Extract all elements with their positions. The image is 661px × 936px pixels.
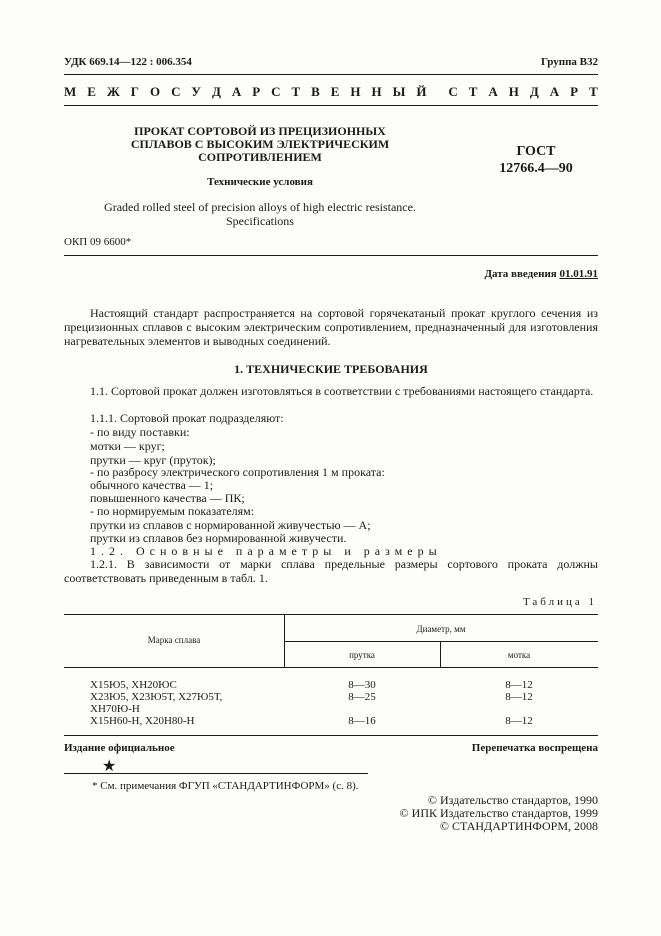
subsection-heading: 1.2. Основные параметры и размеры — [90, 544, 442, 558]
gost-label: ГОСТ — [516, 144, 556, 159]
date-value: 01.01.91 — [559, 268, 598, 280]
table-header-rod: прутка — [349, 650, 375, 660]
banner-letter: Т — [589, 84, 598, 99]
banner-letter: А — [231, 84, 242, 99]
table-cell-rod: 8—16 — [348, 715, 376, 727]
banner-letter: Д — [211, 84, 221, 99]
table-caption: Таблица 1 — [522, 596, 597, 608]
text-line: - по разбросу электрического сопротивления 1 м проката: — [90, 465, 385, 479]
banner-rule — [64, 105, 598, 106]
english-title — [80, 200, 440, 228]
table-header-diameter: Диаметр, мм — [416, 624, 466, 634]
document-title — [100, 125, 420, 164]
footnote: * См. примечания ФГУП «СТАНДАРТИНФОРМ» (с. 8). — [92, 780, 359, 792]
banner-letter: А — [488, 84, 498, 99]
banner-letter: Н — [371, 84, 382, 99]
table-cell-coil: 8—12 — [505, 715, 533, 727]
okp-code: ОКП 09 6600* — [64, 236, 132, 248]
table-cell-coil: 8—12 — [505, 679, 533, 691]
udk-code: УДК 669.14—122 : 006.354 — [64, 56, 192, 68]
text-line: обычного качества — 1; — [90, 478, 214, 492]
paragraph-1-2-1: 1.2.1. В зависимости от марки сплава предельные размеры сортового проката должны соответствовать приведенным в табл. 1. — [64, 557, 598, 585]
header-rule — [64, 74, 598, 75]
table-cell-rod: 8—25 — [348, 691, 376, 703]
text-line: прутки из сплавов с нормированной живучестью — А; — [90, 518, 371, 532]
text-line: - по виду поставки: — [90, 425, 190, 439]
banner-letter: Ж — [106, 84, 120, 99]
banner-letter: С — [448, 84, 458, 99]
banner-letter: Й — [416, 84, 427, 99]
english-title-line: Specifications — [226, 214, 294, 228]
table-header-grade: Марка сплава — [147, 635, 201, 645]
table-cell-rod: 8—30 — [348, 679, 376, 691]
copyright-line: © ИПК Издательство стандартов, 1999 — [399, 806, 598, 820]
standard-banner — [64, 84, 598, 100]
title-rule — [64, 255, 598, 256]
banner-letter: Е — [330, 84, 340, 99]
banner-letter: В — [311, 84, 320, 99]
banner-letter: У — [191, 84, 201, 99]
reprint-notice: Перепечатка воспрещена — [471, 742, 598, 754]
intro-paragraph: Настоящий стандарт распространяется на сортовой горячекатаный прокат круглого сечения из прецизионных сплавов с высоким электрическим сопротивлением, предназначенный для изготовления нагревательных элементов и выводных соединений. — [64, 306, 598, 348]
banner-letter: Р — [252, 84, 261, 99]
table-cell-grade: Х15Н60-Н, Х20Н80-Н — [90, 715, 195, 727]
banner-letter: М — [64, 84, 77, 99]
title-line: СПЛАВОВ С ВЫСОКИМ ЭЛЕКТРИЧЕСКИМ — [130, 137, 390, 151]
text-line: повышенного качества — ПК; — [90, 491, 245, 505]
text-line: 1.1.1. Сортовой прокат подразделяют: — [90, 411, 284, 425]
table-cell-coil: 8—12 — [505, 691, 533, 703]
banner-letter: Т — [468, 84, 478, 99]
banner-letter: Е — [87, 84, 96, 99]
group-code: Группа В32 — [540, 56, 598, 68]
star-icon: ★ — [102, 758, 117, 775]
english-title-line: Graded rolled steel of precision alloys of high electric resistance. — [104, 200, 416, 214]
banner-letter: Т — [291, 84, 301, 99]
text-line: - по нормируемым показателям: — [90, 504, 255, 518]
official-edition: Издание официальное — [64, 742, 175, 754]
footnote-rule — [64, 773, 368, 774]
table-header-coil: мотка — [507, 650, 531, 660]
table-top-rule — [64, 614, 598, 615]
text-line: мотки — круг; — [90, 439, 165, 453]
banner-letter: А — [549, 84, 560, 99]
table-cell-grade: Х23Ю5, Х23Ю5Т, Х27Ю5Т, — [90, 691, 223, 703]
effective-date — [484, 268, 598, 280]
table-cell-grade: Х15Ю5, ХН20ЮС — [90, 679, 177, 691]
table-bottom-rule — [64, 735, 598, 736]
banner-letter: Р — [570, 84, 579, 99]
table-cell-grade: ХН70Ю-Н — [90, 703, 140, 715]
copyright-line: © Издательство стандартов, 1990 — [427, 793, 598, 807]
banner-letter: Н — [350, 84, 361, 99]
gost-number: 12766.4—90 — [499, 161, 573, 176]
section-heading: 1. ТЕХНИЧЕСКИЕ ТРЕБОВАНИЯ — [234, 362, 428, 376]
banner-letter: Г — [130, 84, 139, 99]
banner-letter: Ы — [392, 84, 406, 99]
text-line: прутки — круг (пруток); — [90, 453, 216, 467]
table-header-rule — [284, 641, 598, 642]
title-line: ПРОКАТ СОРТОВОЙ ИЗ ПРЕЦИЗИОННЫХ — [134, 124, 386, 138]
document-subtitle: Технические условия — [207, 176, 313, 188]
paragraph-1-1: 1.1. Сортовой прокат должен изготовляться в соответствии с требованиями настоящего стандарта. — [90, 384, 594, 398]
banner-letter: С — [271, 84, 281, 99]
gost-designation — [486, 143, 586, 177]
banner-letter: Д — [529, 84, 539, 99]
table-header-bottom-rule — [64, 667, 598, 668]
banner-letter: О — [149, 84, 161, 99]
banner-letter: Н — [508, 84, 519, 99]
banner-letter: С — [171, 84, 181, 99]
date-label: Дата введения — [484, 268, 557, 280]
text-line: прутки из сплавов без нормированной живучести. — [90, 531, 347, 545]
title-line: СОПРОТИВЛЕНИЕМ — [198, 150, 322, 164]
copyright-line: © СТАНДАРТИНФОРМ, 2008 — [439, 819, 598, 833]
